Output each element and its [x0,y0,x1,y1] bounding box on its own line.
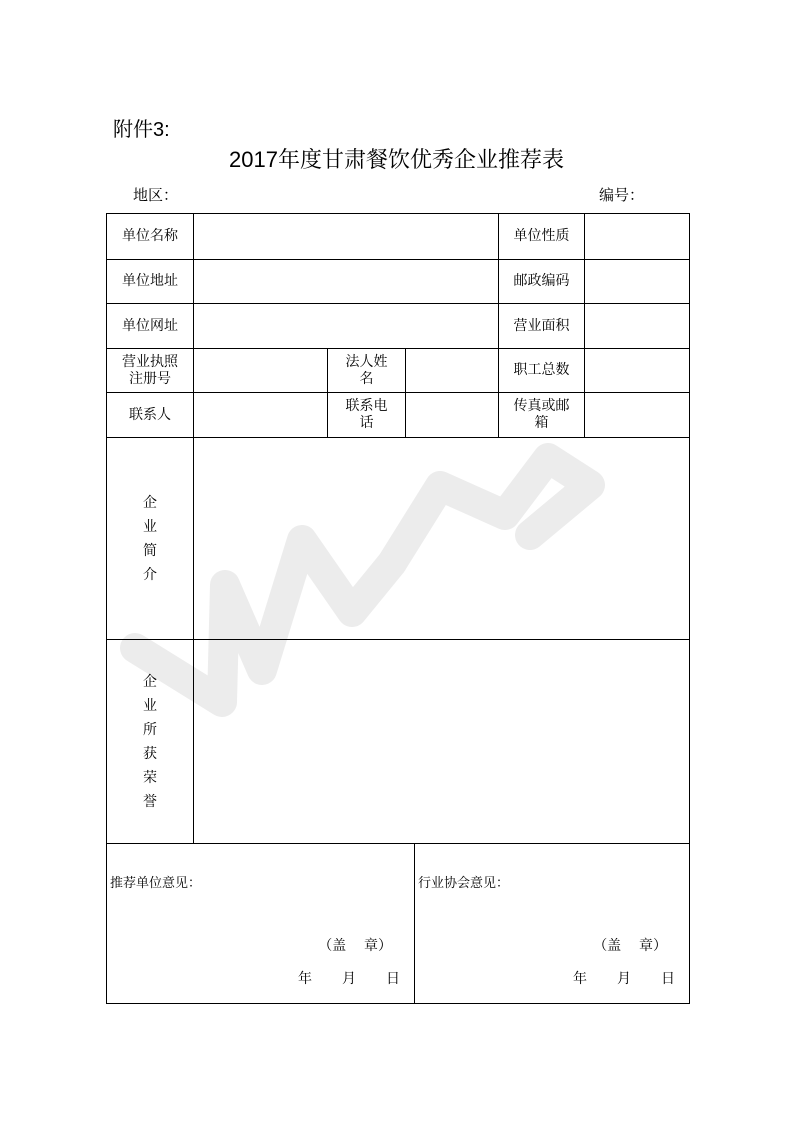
company-intro-label [107,438,194,640]
unit-website-label: 单位网址 [107,304,194,349]
recommendation-form [106,213,690,1004]
company-honors-char: 企 [143,673,157,690]
date-month: 月 [617,971,631,987]
contact-field[interactable] [194,393,328,438]
company-intro-char: 企 [143,494,157,511]
unit-address-label: 单位地址 [107,260,194,304]
seal-close-text: 章） [639,938,667,954]
seal-open-text: （盖 [318,938,347,954]
recommender-opinion-cell[interactable] [107,844,415,1004]
business-area-field[interactable] [585,304,690,349]
phone-label-line1: 联系电 [345,398,388,414]
company-honors-char: 获 [143,745,157,762]
company-honors-char: 荣 [143,769,157,786]
recommender-opinion-label: 推荐单位意见： [110,876,202,891]
business-license-label-line1: 营业执照 [122,353,178,370]
legal-rep-label-line1: 法人姓 [345,353,388,370]
page-title: 2017年度甘肃餐饮优秀企业推荐表 [229,147,564,172]
legal-rep-label [328,349,406,393]
region-label: 地区： [133,186,179,204]
postal-code-label: 邮政编码 [499,260,585,304]
date-day: 日 [386,971,400,987]
unit-nature-field[interactable] [585,214,690,260]
association-opinion-label: 行业协会意见： [418,876,510,891]
legal-rep-label-line2: 名 [359,370,374,387]
staff-total-label: 职工总数 [499,349,585,393]
unit-name-label: 单位名称 [107,214,194,260]
seal-open-text: （盖 [593,938,622,954]
company-intro-char: 业 [143,518,157,535]
postal-code-field[interactable] [585,260,690,304]
serial-label: 编号： [599,186,645,204]
unit-address-field[interactable] [194,260,499,304]
association-seal [593,935,667,955]
phone-field[interactable] [406,393,499,438]
fax-email-label-line1: 传真或邮 [513,398,570,414]
fax-email-label-line2: 箱 [534,415,549,431]
company-intro-char: 介 [143,566,157,583]
company-honors-char: 所 [143,721,157,738]
business-license-label-line2: 注册号 [129,370,171,387]
unit-name-field[interactable] [194,214,499,260]
date-year: 年 [573,971,587,987]
seal-close-text: 章） [364,938,392,954]
staff-total-field[interactable] [585,349,690,393]
business-area-label: 营业面积 [499,304,585,349]
company-honors-field[interactable] [194,640,690,844]
unit-nature-label: 单位性质 [499,214,585,260]
company-honors-label [107,640,194,844]
fax-email-label [499,393,585,438]
business-license-field[interactable] [194,349,328,393]
contact-label: 联系人 [107,393,194,438]
association-opinion-cell[interactable] [415,844,690,1004]
attachment-label: 附件3: [113,119,170,141]
business-license-label [107,349,194,393]
fax-email-field[interactable] [585,393,690,438]
phone-label-line2: 话 [359,415,374,431]
company-honors-char: 业 [143,697,157,714]
unit-website-field[interactable] [194,304,499,349]
association-date [543,968,675,988]
company-honors-char: 誉 [143,793,157,810]
date-year: 年 [298,971,312,987]
date-month: 月 [342,971,356,987]
company-intro-char: 简 [143,542,157,559]
date-day: 日 [661,971,675,987]
company-intro-field[interactable] [194,438,690,640]
recommender-seal [318,935,392,955]
recommender-date [268,968,400,988]
legal-rep-field[interactable] [406,349,499,393]
phone-label [328,393,406,438]
